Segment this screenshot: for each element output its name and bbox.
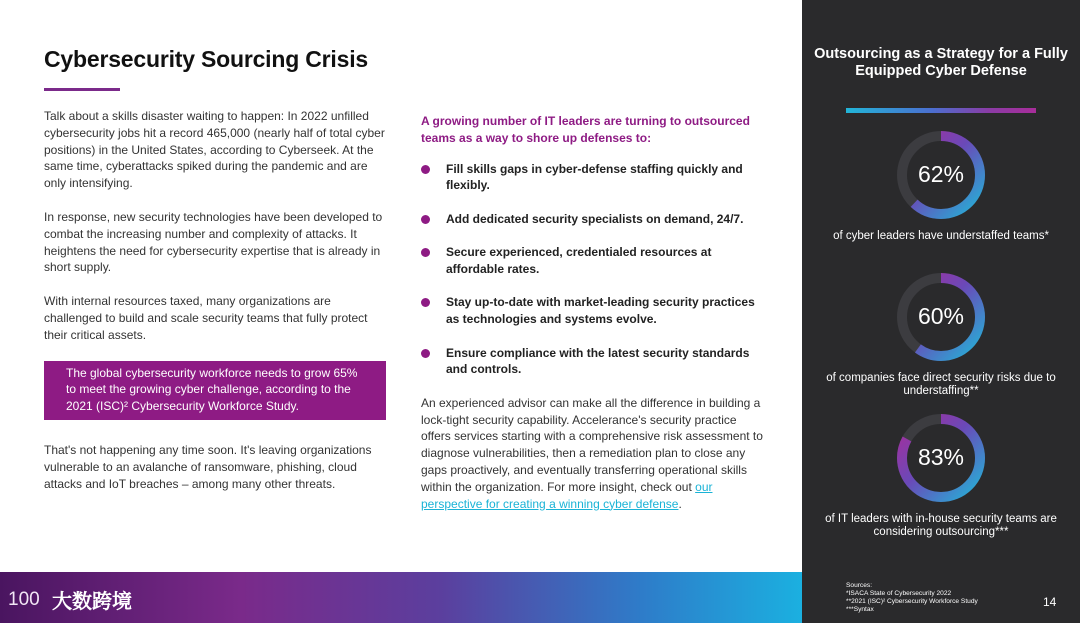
response-paragraph: In response, new security technologies have been developed to combat the increasing number and complexity of attacks. It heightens the need for cybersecurity expertise that is already in short supply.	[44, 209, 383, 275]
stat-caption: of companies face direct security risks due to understaffing**	[826, 372, 1056, 398]
sources-list: Sources: *ISACA State of Cybersecurity 2022 **2021 (ISC)² Cybersecurity Workforce Study ***Syntax	[846, 582, 978, 613]
watermark-logo: 大数跨境	[52, 591, 132, 613]
stat-value: 83%	[917, 444, 965, 470]
bullet-dot-icon	[421, 215, 430, 224]
bullet-dot-icon	[421, 298, 430, 307]
list-item: Secure experienced, credentialed resources at affordable rates.	[421, 244, 766, 278]
title-underline	[44, 88, 120, 91]
bullet-dot-icon	[421, 165, 430, 174]
benefits-list	[421, 161, 766, 379]
stat-value: 62%	[917, 161, 965, 187]
list-item: Add dedicated security specialists on demand, 24/7.	[421, 211, 766, 228]
perspective-link[interactable]: our perspective for creating a winning cyber defense	[421, 479, 713, 511]
stat-caption: of cyber leaders have understaffed teams*	[833, 230, 1049, 242]
middle-column	[421, 113, 766, 512]
list-item: Fill skills gaps in cyber-defense staffing quickly and flexibly.	[421, 161, 766, 195]
list-item: Stay up-to-date with market-leading security practices as technologies and systems evolve.	[421, 294, 766, 328]
left-column	[44, 44, 389, 509]
intro-paragraph: Talk about a skills disaster waiting to happen: In 2022 unfilled cybersecurity jobs hit a record 465,000 (nearly half of total cyber positions) in the United States, according to Cyberseek. At the same time, cyberattacks spiked during the pandemic and are only intensifying.	[44, 109, 385, 191]
panel-title: Outsourcing as a Strategy for a Fully Equipped Cyber Defense	[814, 46, 1068, 79]
page-number: 14	[1043, 595, 1057, 609]
resources-paragraph: With internal resources taxed, many organizations are challenged to build and scale security teams that fully protect their critical assets.	[44, 294, 368, 342]
workforce-callout: The global cybersecurity workforce needs to grow 65% to meet the growing cyber challenge, according to the 2021 (ISC)² Cybersecurity Workforce Study.	[44, 361, 386, 420]
list-item: Ensure compliance with the latest security standards and controls.	[421, 345, 766, 379]
bullet-dot-icon	[421, 349, 430, 358]
advisor-paragraph: An experienced advisor can make all the difference in building a lock-tight security capability. Accelerance's security practice offers services starting with a comprehensive risk assessment to diagnose vulnerabilities, then a remediation plan to close any gaps proactively, and eventually transferring operational skills within the organization. For more insight, check out our perspective for creating a winning cyber defense.	[421, 395, 763, 511]
middle-heading: A growing number of IT leaders are turning to outsourced teams as a way to shore up defenses to:	[421, 114, 750, 145]
logo-badge-icon: 100	[8, 589, 40, 610]
closing-paragraph: That's not happening any time soon. It's leaving organizations vulnerable to an avalanche of ransomware, phishing, cloud attacks and IoT breaches – among many other threats.	[44, 442, 372, 491]
page-title: Cybersecurity Sourcing Crisis	[44, 46, 368, 72]
panel-gradient-bar	[846, 108, 1036, 113]
stat-value: 60%	[917, 303, 965, 329]
bullet-dot-icon	[421, 248, 430, 257]
stat-caption: of IT leaders with in-house security teams are considering outsourcing***	[825, 513, 1057, 539]
stats-panel	[802, 0, 1080, 623]
